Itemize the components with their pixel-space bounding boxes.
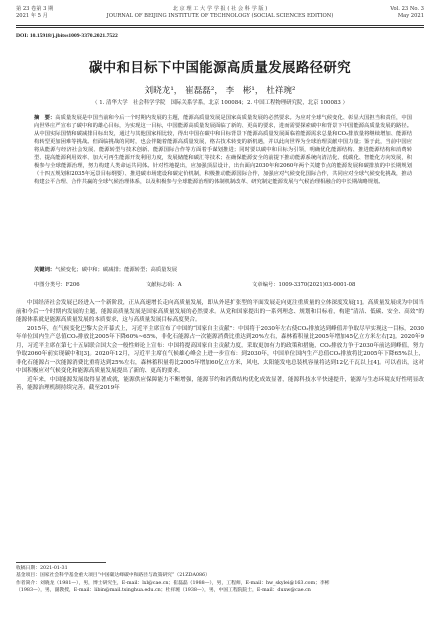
authors: 刘晓龙¹， 崔磊磊²， 李 彬¹， 杜祥琬² xyxy=(144,86,296,96)
document-code: 文献标志码：A xyxy=(146,282,182,288)
clc-number: 中图分类号：F206 xyxy=(34,282,80,288)
received-date: 收稿日期：2021-01-31 xyxy=(16,566,68,571)
paper-title: 碳中和目标下中国能源高质量发展路径研究 xyxy=(88,61,352,76)
keywords xyxy=(34,266,412,274)
article-number: 文章编号：1009-3370(2021)03-0001-08 xyxy=(252,282,356,288)
body-paragraph: 近年来，中国能源发展取得显著成就，能源供应保障能力不断增强，能源节约和消费结构优化成效显著，能源科技水平快速提升，能源与生态环境友好性明显改善，能源治理机制持续完善。截至2019年 xyxy=(16,376,424,392)
author-bio-cont: （1983—），男，副教授，E-mail：libin@mail.tsinghua.edu.cn；杜祥琬（1938—），男，中国工程院院士，E-mail：duxw@cae.cn xyxy=(16,588,311,594)
volume-issue-cn: 第 23 卷第 3 期 xyxy=(16,6,54,12)
author-bio: 作者简介：刘晓龙（1981—），男，博士研究生，E-mail：lxl@cae.cn；崔磊磊（1988—），男，工程师，E-mail：hw_skylei@163.com；李彬 xyxy=(16,580,330,586)
body-text xyxy=(16,299,424,556)
abstract xyxy=(34,114,412,251)
journal-name-en: JOURNAL OF BEIJING INSTITUTE OF TECHNOLOGY (SOCIAL SCIENCES EDITION) xyxy=(106,12,334,19)
affiliation: （ 1. 清华大学 社会科学学院 国际关系学系，北京 100084；2. 中国工程物理研究院，北京 100083 ） xyxy=(92,100,348,106)
keywords-label: 关键词： xyxy=(34,267,56,273)
body-paragraph: 中国经济社会发展已经进入一个新阶段，正从高速增长走向高质量发展，即从外延扩张型的平面发展走向更注重质量的立体深度发展[1]。高质量发展成为中国当前和今后一个时期内发展的主题，能源高质量发展是国家高质量发展的必然要求。从党和国家提出的一系列理念、规划和目标看，构建“清洁、低碳、安全、高效”的能源体系就是能源高质量发展的本质要求，这与高质量发展目标高度契合。 xyxy=(16,300,424,324)
volume-info-en xyxy=(390,6,424,19)
keywords-text: 气候变化；碳中和；碳减排；能源转型；高质量发展 xyxy=(55,267,178,273)
date-cn: 2021 年 5 月 xyxy=(16,12,48,19)
footnotes xyxy=(16,565,424,595)
fund-info: 基金项目：国家社会科学基金重大项目“中国碳达峰碳中和路径与政策研究”（21ZDA086） xyxy=(16,573,210,579)
abstract-label: 摘 要： xyxy=(34,115,56,121)
body-paragraph: 2015年，在气候变化巴黎大会开幕式上，习近平主席宣布了中国的“国家自主贡献”：中国将于2030年左右使CO₂排放达到峰值并争取尽早实现这一目标，2030年单位国内生产总值CO₂排放比2005年下降60%~65%，非化石能源占一次能源消费比重达到20%左右，森林蓄积量比2005年增加45亿立方米左右[2]。2020年9月，习近平主席在第七十五届联合国大会一般性辩论上宣布：中国将提高国家自主贡献力度，采取更加有力的政策和措施，CO₂排放力争于2030年前达到峰值，努力争取2060年前实现碳中和[3]。2020年12月，习近平主席在气候雄心峰会上进一步宣布：到2030年，中国单位国内生产总值CO₂排放将比2005年下降65%以上，非化石能源占一次能源消费比重将达到25%左右，森林蓄积量将比2005年增加60亿立方米，风电、太阳能发电总装机容量将达到12亿千瓦以上[4]。可以看出，这对中国积极应对气候变化和能源高质量发展提出了新的、更高的要求。 xyxy=(16,325,424,375)
header-rule-thin xyxy=(16,27,424,28)
footnote-rule xyxy=(16,562,106,563)
date-en: May 2021 xyxy=(397,12,424,19)
volume-issue-en: Vol. 23 No. 3 xyxy=(390,6,424,12)
journal-name xyxy=(16,6,424,19)
doi[interactable]: DOI: 10.15918/j.jbitss1009-3370.2021.7522 xyxy=(16,33,118,39)
journal-name-cn: 北 京 理 工 大 学 学 报 ( 社 会 科 学 版 ) xyxy=(172,6,268,12)
abstract-text: 高质量发展是中国当前和今后一个时期内发展的主题，能源高质量发展是国家高质量发展的必然要求。为应对全球气候变化、彰显大国担当和责任，中国向世界庄严宣布了碳中和的雄心目标，为实现这一目标，中国能源高质量发展面临了新的、更高的要求，进而需要探索碳中和背景下中国能源高质量发展的路径。从中国实际国情和碳减排目标出发，通过与其他国家相比较，得出中国在碳中和目标背景下能源高质量发展面临着能源需求总量和CO₂排放量将继续增加、能源结构转型更加困难等挑战。但面临挑战的同时，也会伴随着能源高质量发展，格古技术转变的新机遇，并以此向世界为全球治理贡献中国力量；鉴于此，当前中国应将从能源与经济社会发展、能源转型与技术创新、能源国际合作等方面着手谋划推进；同时要以碳中和目标为引领，明确优化能源结构、推进能源结构和消费转型、提高能源利用效率、加大可再生能源开发利用力度，发展储能和碳汇等技术；在确保能源安全的前提下推动能源系统向清洁化、低碳化、智能化方向发展，积极参与全球能源治理，努力构建人类命运共同体。针对性地提出，应加强顶层设计，出台面向2030年和2060年两个关键节点的能源发展和碳排放的中长期规划（十四五规划和2035年远景目标纲要）、推进碳市场建设和碳定价机制，积极推动能源国际合作，加强应对气候变化国际合作，共同应对全球气候变化挑战，推动构建公平合理、合作共赢的全球气候治理体系，以及积极参与全球能源治理的体制机制改革、研究制定能源发展与气候治理相融合的中长期战略规划。 xyxy=(34,115,412,186)
header-rule-thick xyxy=(16,25,424,26)
